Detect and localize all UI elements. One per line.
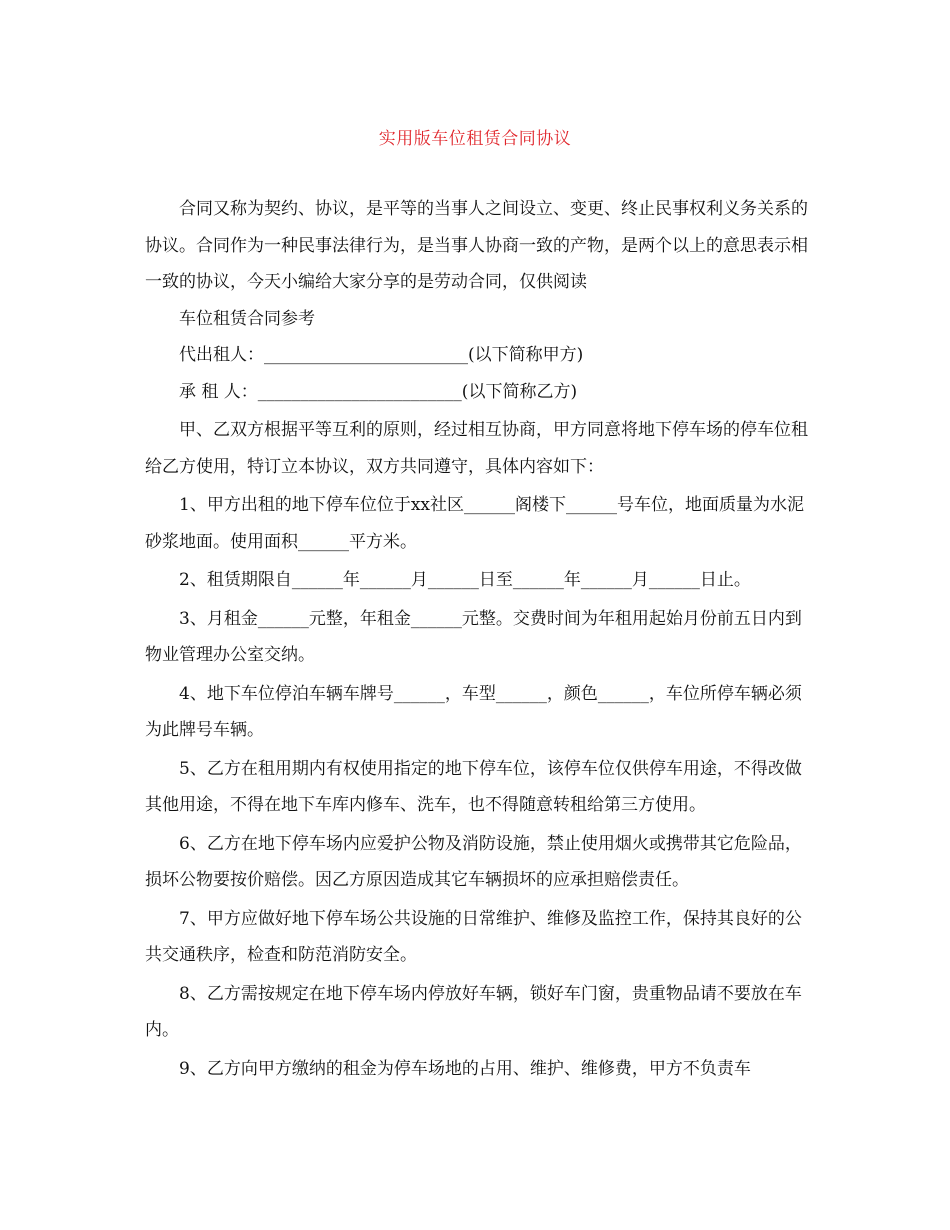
clause-5: 5、乙方在租用期内有权使用指定的地下停车位，该停车位仅供停车用途，不得改做其他用途，不得在地下车库内修车、洗车，也不得随意转租给第三方使用。 — [145, 758, 802, 815]
section-heading: 车位租赁合同参考 — [179, 308, 315, 329]
clause-4: 4、地下车位停泊车辆车牌号______，车型______，颜色______，车位所停车辆必须为此牌号车辆。 — [145, 683, 802, 740]
intro-paragraph: 合同又称为契约、协议，是平等的当事人之间设立、变更、终止民事权利义务关系的协议。合同作为一种民事法律行为，是当事人协商一致的产物，是两个以上的意思表示相一致的协议，今天小编给大家分享的是劳动合同，仅供阅读 — [145, 199, 808, 292]
document-body — [145, 191, 811, 1087]
clause-8: 8、乙方需按规定在地下停车场内停放好车辆，锁好车门窗，贵重物品请不要放在车内。 — [145, 983, 802, 1040]
lessor-line: 代出租人：________________________(以下简称甲方) — [179, 345, 584, 365]
clause-9: 9、乙方向甲方缴纳的租金为停车场地的占用、维护、维修费，甲方不负责车 — [179, 1058, 751, 1079]
clause-1: 1、甲方出租的地下停车位位于xx社区______阁楼下______号车位，地面质量为水泥砂浆地面。使用面积______平方米。 — [145, 495, 804, 552]
document-title: 实用版车位租赁合同协议 — [378, 129, 572, 149]
clause-2: 2、租赁期限自______年______月______日至______年______月______日止。 — [179, 570, 751, 590]
clause-3: 3、月租金______元整，年租金______元整。交费时间为年租用起始月份前五日内到物业管理办公室交纳。 — [145, 608, 802, 665]
clause-7: 7、甲方应做好地下停车场公共设施的日常维护、维修及监控工作，保持其良好的公共交通秩序，检查和防范消防安全。 — [145, 908, 802, 965]
clause-6: 6、乙方在地下停车场内应爱护公物及消防设施，禁止使用烟火或携带其它危险品，损坏公物要按价赔偿。因乙方原因造成其它车辆损坏的应承担赔偿责任。 — [145, 833, 802, 890]
lessee-line: 承 租 人：________________________(以下简称乙方) — [179, 381, 578, 402]
preamble-paragraph: 甲、乙双方根据平等互利的原则，经过相互协商，甲方同意将地下停车场的停车位租给乙方使用，特订立本协议，双方共同遵守，具体内容如下： — [145, 420, 808, 477]
